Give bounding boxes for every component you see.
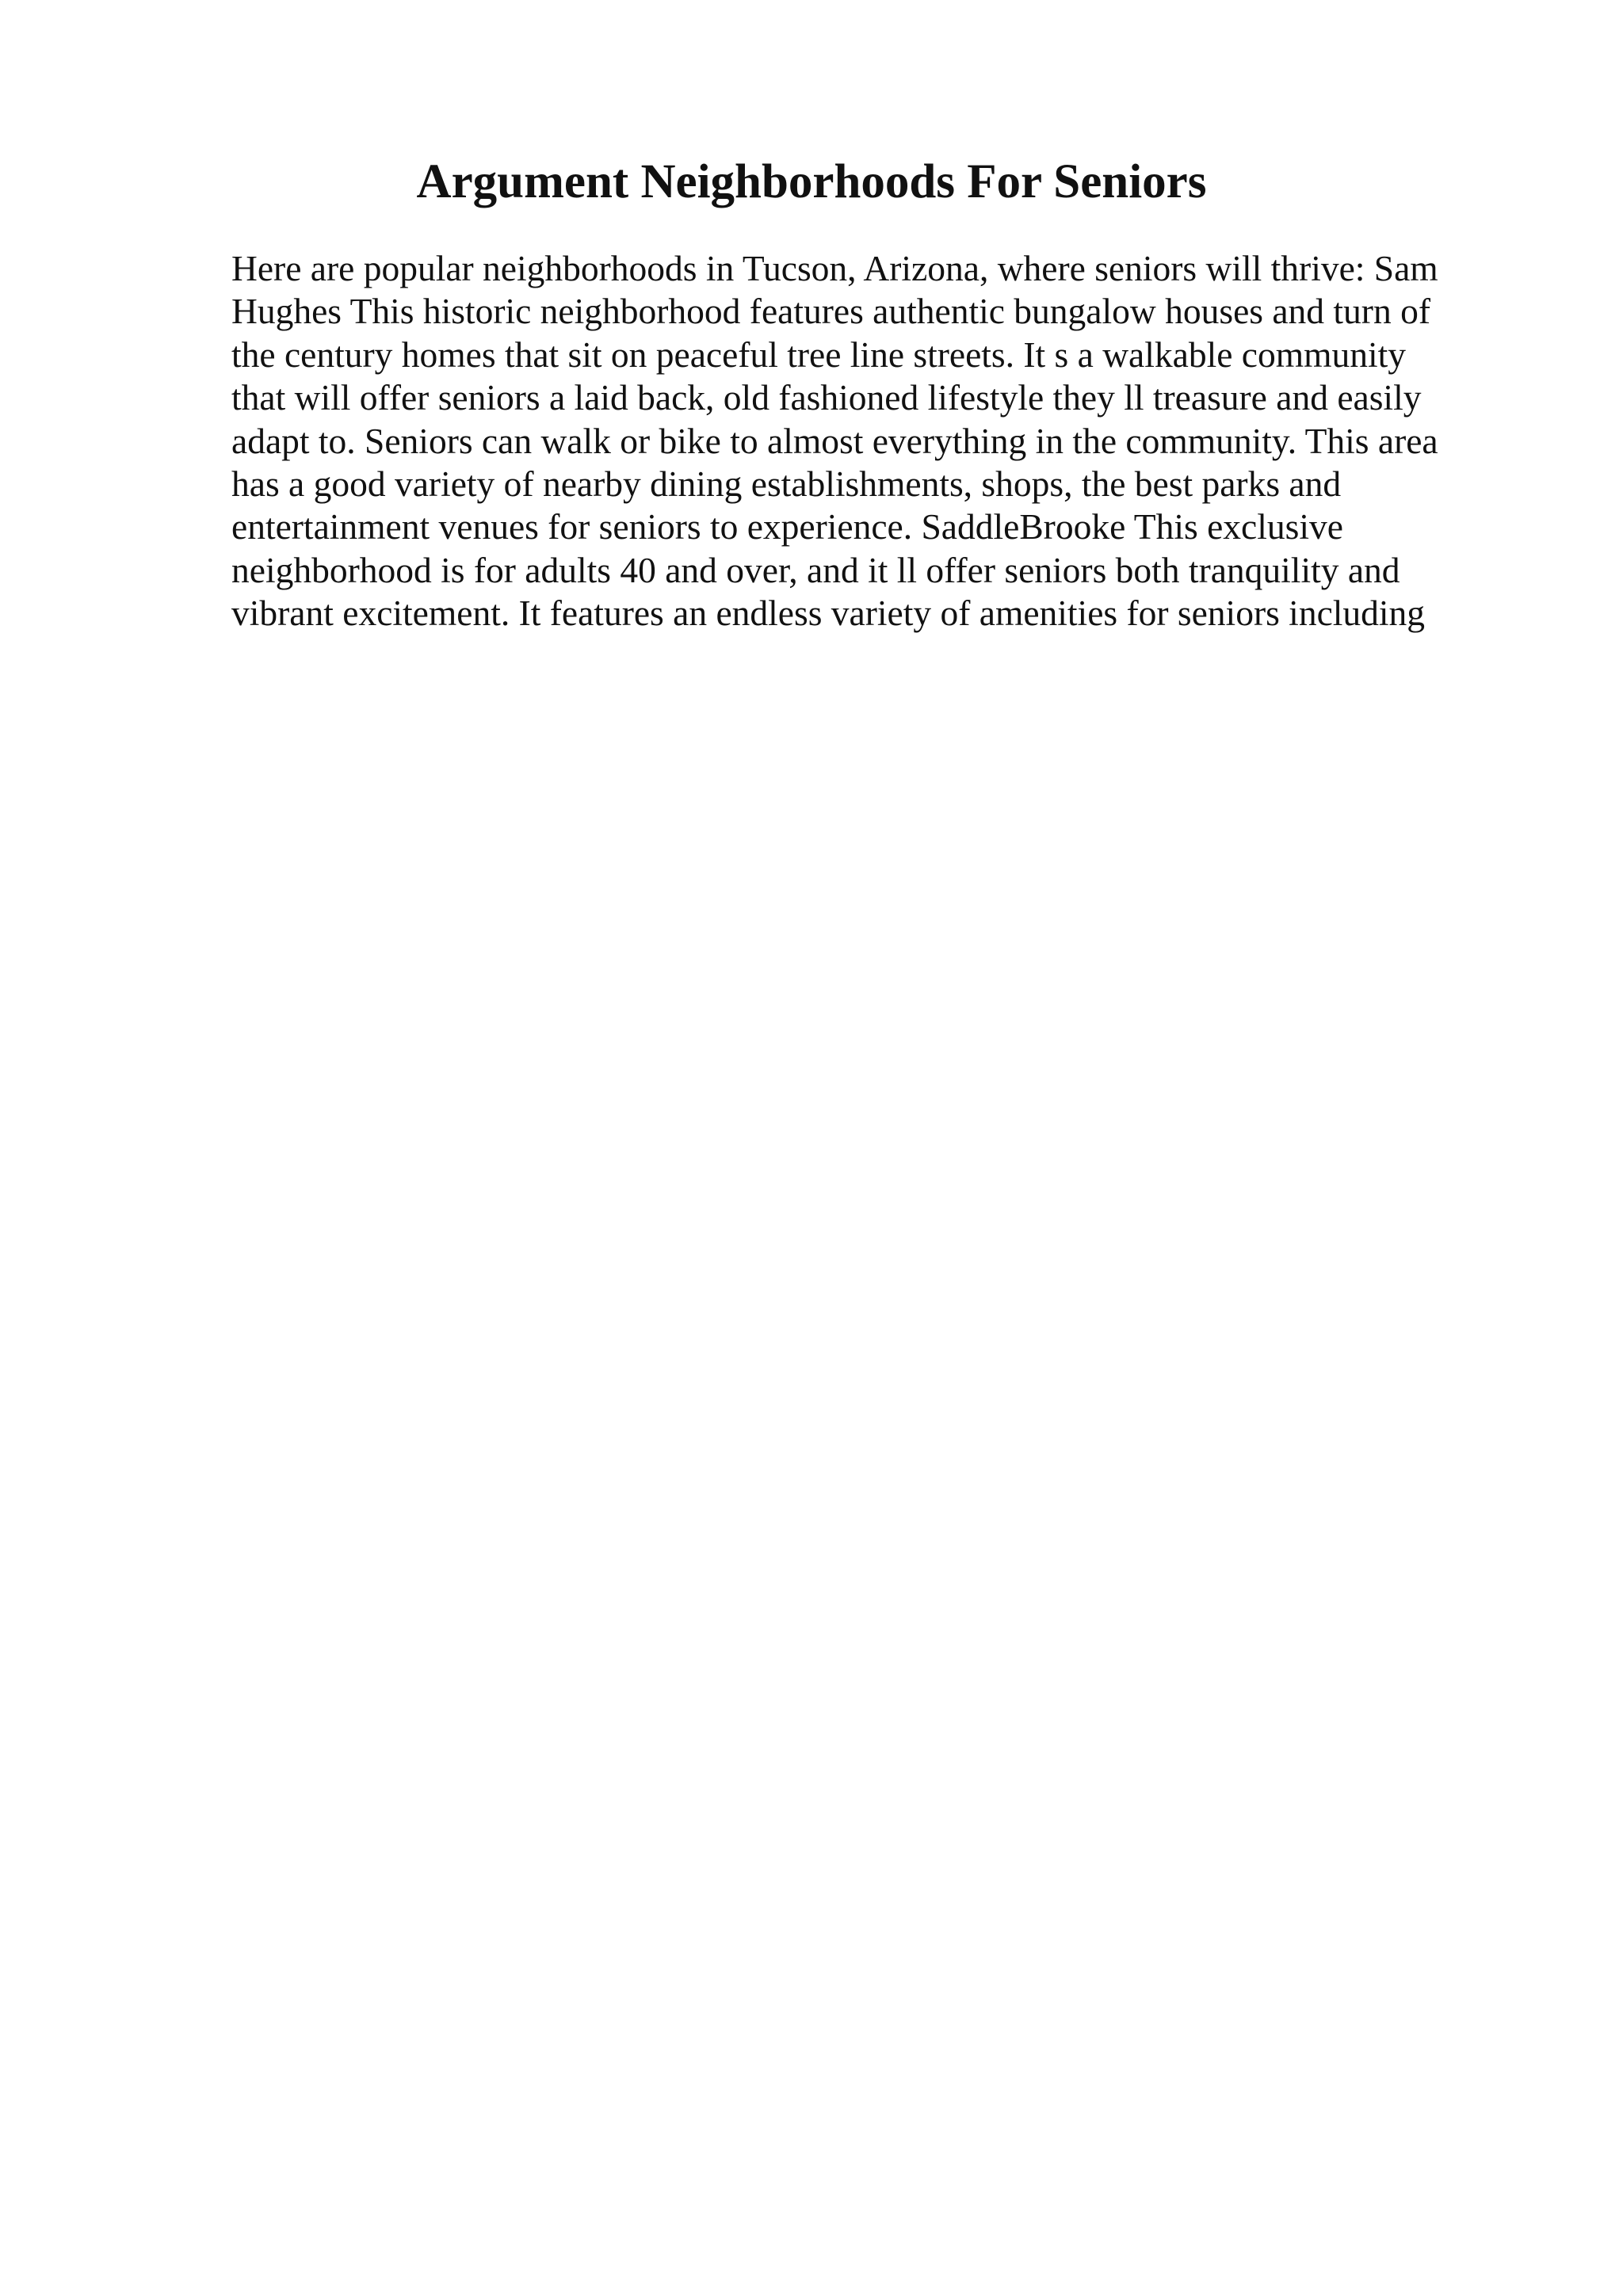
document-body [231,247,1499,635]
body-line: adapt to. Seniors can walk or bike to almost everything in the community. This area [231,420,1438,461]
document-title: Argument Neighborhoods For Seniors [416,155,1207,208]
body-line: vibrant excitement. It features an endless variety of amenities for seniors including [231,593,1426,634]
body-line: has a good variety of nearby dining establishments, shops, the best parks and [231,463,1342,505]
body-line: Here are popular neighborhoods in Tucson, Arizona, where seniors will thrive: Sam [231,248,1438,288]
body-line: neighborhood is for adults 40 and over, and it ll offer seniors both tranquility and [231,549,1400,590]
body-line: Hughes This historic neighborhood features authentic bungalow houses and turn of [231,291,1430,332]
body-line: the century homes that sit on peaceful tree line streets. It s a walkable community [231,334,1407,375]
body-line: entertainment venues for seniors to experience. SaddleBrooke This exclusive [231,506,1343,547]
body-line: that will offer seniors a laid back, old fashioned lifestyle they ll treasure and easily [231,377,1422,418]
